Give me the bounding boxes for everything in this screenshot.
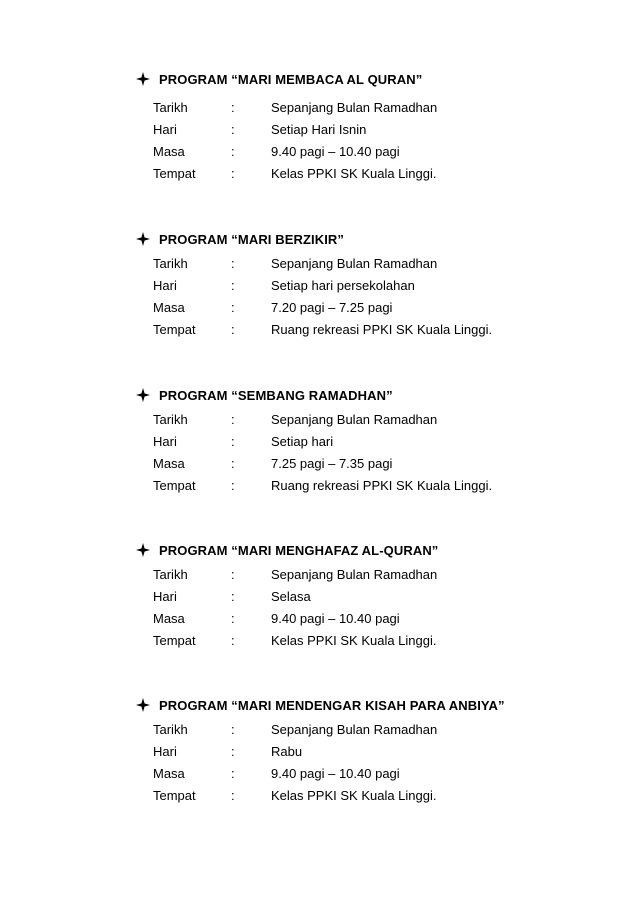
row-label: Tempat: [153, 632, 196, 648]
row-separator: :: [231, 411, 235, 427]
row-value: 9.40 pagi – 10.40 pagi: [271, 765, 400, 781]
row-value: 7.20 pagi – 7.25 pagi: [271, 299, 393, 315]
detail-row-tempat: [153, 631, 437, 649]
row-value: Sepanjang Bulan Ramadhan: [271, 411, 438, 427]
row-value: Sepanjang Bulan Ramadhan: [271, 566, 438, 582]
program-title: PROGRAM “MARI BERZIKIR”: [159, 231, 345, 247]
detail-row-masa: [153, 764, 400, 782]
row-value: Ruang rekreasi PPKI SK Kuala Linggi.: [271, 321, 493, 337]
row-separator: :: [231, 455, 235, 471]
row-value: Rabu: [271, 743, 303, 759]
row-value: 9.40 pagi – 10.40 pagi: [271, 143, 400, 159]
row-label: Hari: [153, 277, 177, 293]
row-label: Masa: [153, 610, 185, 626]
detail-row-hari: [153, 587, 311, 605]
detail-row-tarikh: [153, 565, 437, 583]
row-label: Masa: [153, 455, 185, 471]
row-separator: :: [231, 566, 235, 582]
row-separator: :: [231, 632, 235, 648]
detail-row-tempat: [153, 786, 437, 804]
detail-row-masa: [153, 298, 392, 316]
detail-row-hari: [153, 120, 366, 138]
row-value: Kelas PPKI SK Kuala Linggi.: [271, 632, 437, 648]
row-separator: :: [231, 765, 235, 781]
row-separator: :: [231, 787, 235, 803]
detail-row-hari: [153, 432, 333, 450]
detail-row-tempat: [153, 476, 492, 494]
detail-row-hari: [153, 276, 415, 294]
diamond-bullet-icon: [135, 542, 151, 558]
program-title: PROGRAM “MARI MEMBACA AL QURAN”: [159, 71, 423, 87]
row-label: Masa: [153, 299, 185, 315]
detail-row-masa: [153, 142, 400, 160]
diamond-bullet-icon: [135, 71, 151, 87]
row-label: Tempat: [153, 787, 196, 803]
row-separator: :: [231, 121, 235, 137]
detail-row-tarikh: [153, 720, 437, 738]
program-heading: [135, 229, 344, 249]
row-value: Sepanjang Bulan Ramadhan: [271, 255, 438, 271]
row-label: Masa: [153, 143, 185, 159]
row-separator: :: [231, 433, 235, 449]
row-label: Tarikh: [153, 566, 188, 582]
row-label: Hari: [153, 743, 177, 759]
program-title: PROGRAM “MARI MENDENGAR KISAH PARA ANBIYA”: [159, 697, 505, 713]
row-label: Hari: [153, 121, 177, 137]
row-separator: :: [231, 721, 235, 737]
program-title: PROGRAM “MARI MENGHAFAZ AL-QURAN”: [159, 542, 439, 558]
diamond-bullet-icon: [135, 697, 151, 713]
row-separator: :: [231, 477, 235, 493]
program-heading: [135, 69, 422, 89]
row-separator: :: [231, 321, 235, 337]
detail-row-masa: [153, 454, 392, 472]
row-separator: :: [231, 588, 235, 604]
row-label: Tarikh: [153, 255, 188, 271]
program-heading: [135, 540, 438, 560]
detail-row-hari: [153, 742, 302, 760]
row-label: Tempat: [153, 321, 196, 337]
row-separator: :: [231, 610, 235, 626]
program-title: PROGRAM “SEMBANG RAMADHAN”: [159, 387, 393, 403]
row-value: Setiap Hari Isnin: [271, 121, 367, 137]
row-label: Hari: [153, 588, 177, 604]
row-label: Tarikh: [153, 411, 188, 427]
detail-row-tarikh: [153, 410, 437, 428]
detail-row-masa: [153, 609, 400, 627]
diamond-bullet-icon: [135, 231, 151, 247]
row-value: Setiap hari persekolahan: [271, 277, 415, 293]
row-value: Sepanjang Bulan Ramadhan: [271, 721, 438, 737]
row-value: Kelas PPKI SK Kuala Linggi.: [271, 165, 437, 181]
row-separator: :: [231, 165, 235, 181]
row-separator: :: [231, 255, 235, 271]
row-value: Setiap hari: [271, 433, 334, 449]
row-label: Tempat: [153, 165, 196, 181]
row-label: Tarikh: [153, 721, 188, 737]
row-value: Ruang rekreasi PPKI SK Kuala Linggi.: [271, 477, 493, 493]
row-separator: :: [231, 99, 235, 115]
detail-row-tempat: [153, 164, 437, 182]
row-separator: :: [231, 277, 235, 293]
row-value: 9.40 pagi – 10.40 pagi: [271, 610, 400, 626]
row-label: Tempat: [153, 477, 196, 493]
program-heading: [135, 385, 393, 405]
diamond-bullet-icon: [135, 387, 151, 403]
row-value: Kelas PPKI SK Kuala Linggi.: [271, 787, 437, 803]
program-heading: [135, 695, 505, 715]
row-separator: :: [231, 143, 235, 159]
detail-row-tempat: [153, 320, 492, 338]
row-label: Hari: [153, 433, 177, 449]
row-label: Masa: [153, 765, 185, 781]
detail-row-tarikh: [153, 98, 437, 116]
row-separator: :: [231, 299, 235, 315]
row-value: Selasa: [271, 588, 311, 604]
row-value: Sepanjang Bulan Ramadhan: [271, 99, 438, 115]
detail-row-tarikh: [153, 254, 437, 272]
row-label: Tarikh: [153, 99, 188, 115]
row-value: 7.25 pagi – 7.35 pagi: [271, 455, 393, 471]
row-separator: :: [231, 743, 235, 759]
